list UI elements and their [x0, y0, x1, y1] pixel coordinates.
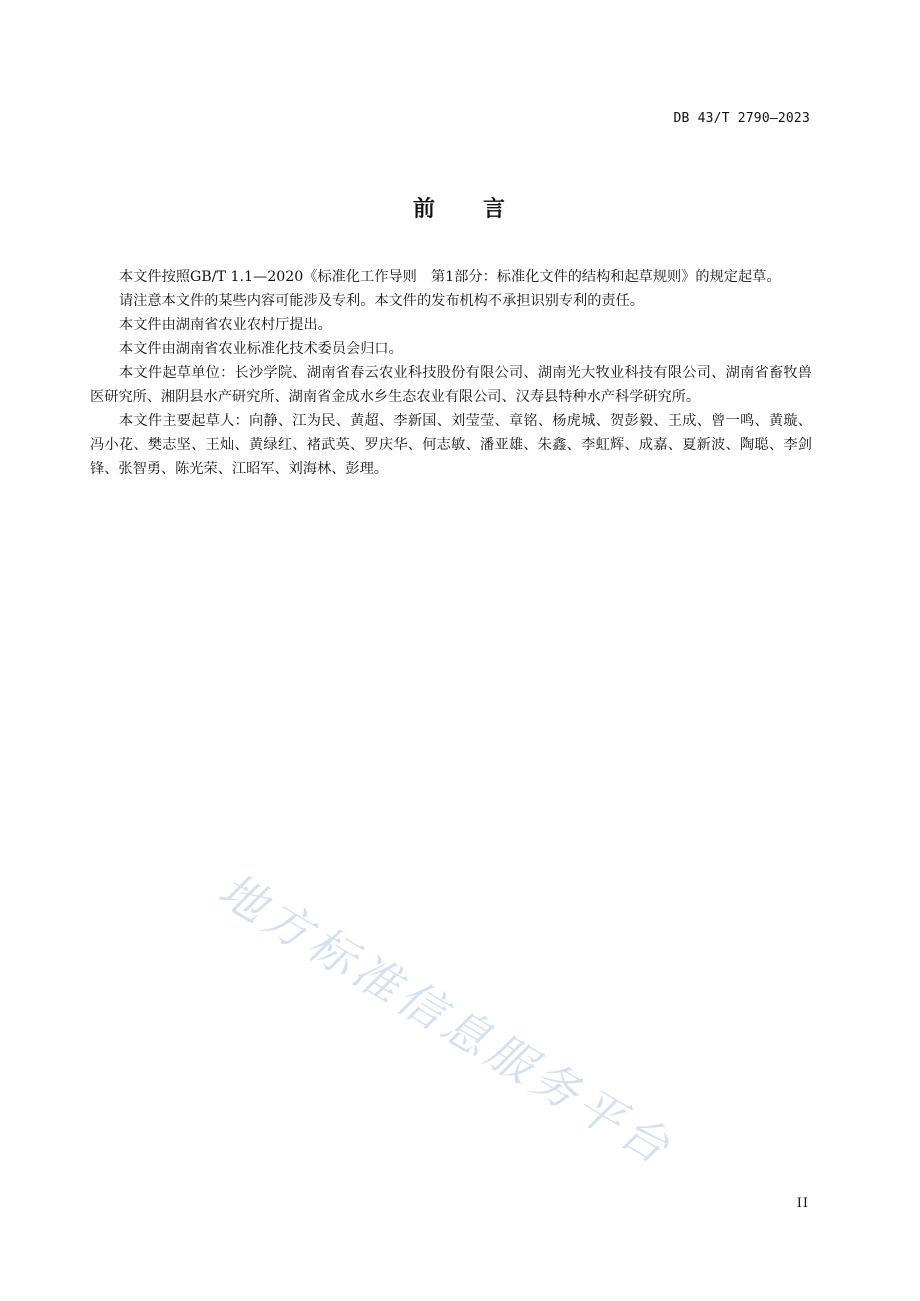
- page-number: II: [796, 1196, 809, 1211]
- foreword-body: [90, 265, 812, 481]
- watermark-text: 地方标准信息服务平台: [209, 862, 684, 1177]
- paragraph-drafting-rules: 本文件按照GB/T 1.1—2020《标准化工作导则 第1部分：标准化文件的结构和起草规则》的规定起草。: [119, 269, 781, 285]
- paragraph-main-drafters: 本文件主要起草人：向静、江为民、黄超、李新国、刘莹莹、章铭、杨虎城、贺彭毅、王成、曾一鸣、黄璇、冯小花、樊志坚、王灿、黄绿红、褚武英、罗庆华、何志敏、潘亚雄、朱鑫、李虹辉、成嘉、夏新波、陶聪、李剑锋、张智勇、陈光荣、江昭军、刘海林、彭理。: [90, 413, 812, 477]
- paragraph-managed-by: 本文件由湖南省农业标准化技术委员会归口。: [119, 341, 403, 357]
- paragraph-drafting-units: 本文件起草单位：长沙学院、湖南省春云农业科技股份有限公司、湖南光大牧业科技有限公司、湖南省畜牧兽医研究所、湘阴县水产研究所、湖南省金成水乡生态农业有限公司、汉寿县特种水产科学研究所。: [90, 365, 812, 405]
- title-part-1: 前: [412, 197, 437, 222]
- title-part-2: 言: [483, 197, 508, 222]
- paragraph-patent-notice: 请注意本文件的某些内容可能涉及专利。本文件的发布机构不承担识别专利的责任。: [119, 293, 644, 309]
- document-code: DB 43/T 2790—2023: [673, 111, 810, 126]
- page-title: [0, 192, 920, 223]
- paragraph-proposed-by: 本文件由湖南省农业农村厅提出。: [119, 317, 332, 333]
